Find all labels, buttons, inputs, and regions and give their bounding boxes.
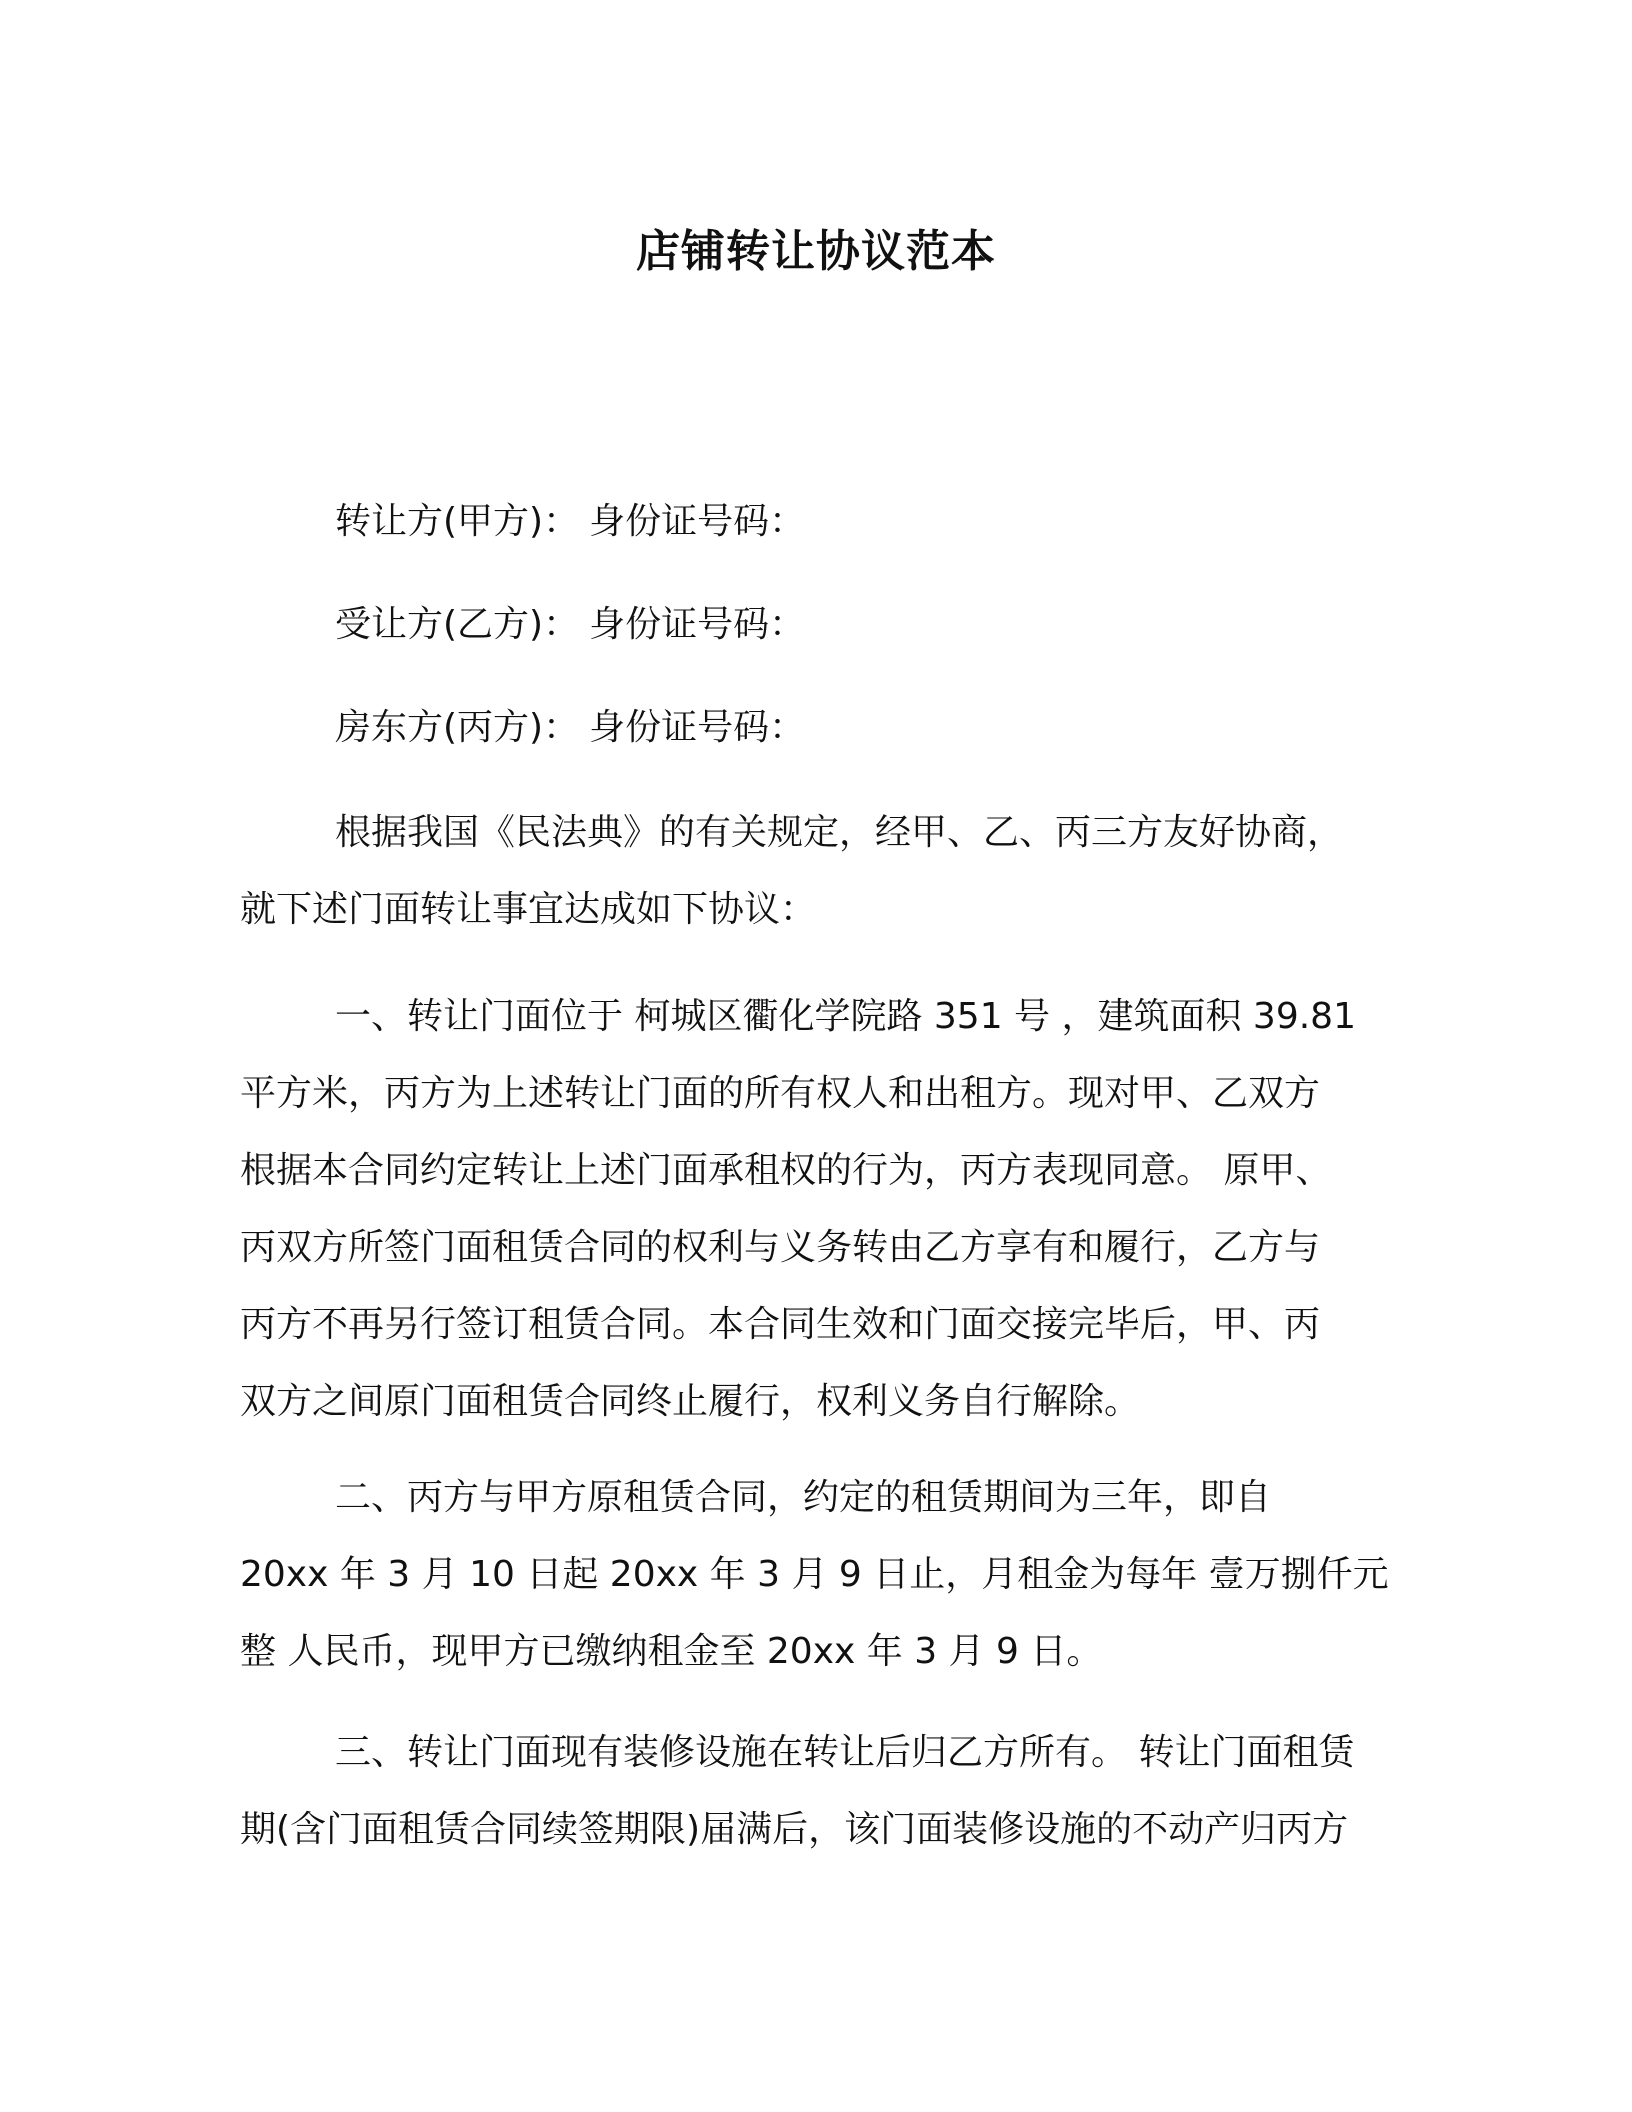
- paragraph-line: 一、转让门面位于 柯城区衢化学院路 351 号 ，建筑面积 39.81: [335, 996, 1356, 1037]
- party-transferor: [335, 497, 805, 547]
- paragraph-line: 丙方不再另行签订租赁合同。本合同生效和门面交接完毕后，甲、丙: [240, 1304, 1321, 1345]
- document-title: 店铺转让协议范本: [636, 226, 996, 277]
- paragraph-line: 20xx 年 3 月 10 日起 20xx 年 3 月 9 日止，月租金为每年 壹万捌仟元: [240, 1554, 1389, 1595]
- paragraph-line: 根据本合同约定转让上述门面承租权的行为，丙方表现同意。 原甲、: [240, 1150, 1332, 1191]
- clause-2-paragraph: [240, 1459, 1389, 1690]
- intro-paragraph: [240, 794, 1380, 948]
- clause-3-paragraph: [240, 1714, 1380, 1868]
- paragraph-line: 就下述门面转让事宜达成如下协议：: [240, 889, 817, 930]
- paragraph-line: 期(含门面租赁合同续签期限)届满后，该门面装修设施的不动产归丙方: [240, 1809, 1349, 1850]
- paragraph-line: 二、丙方与甲方原租赁合同，约定的租赁期间为三年，即自: [335, 1477, 1272, 1518]
- party-role-label: 房东方(丙方)：: [335, 707, 580, 748]
- paragraph-line: 三、转让门面现有装修设施在转让后归乙方所有。 转让门面租赁: [335, 1732, 1355, 1773]
- id-number-label: 身份证号码：: [589, 707, 806, 748]
- paragraph-line: 丙双方所签门面租赁合同的权利与义务转由乙方享有和履行，乙方与: [240, 1227, 1321, 1268]
- paragraph-line: 双方之间原门面租赁合同终止履行，权利义务自行解除。: [240, 1381, 1141, 1422]
- clause-1-paragraph: [240, 978, 1380, 1440]
- paragraph-line: 根据我国《民法典》的有关规定，经甲、乙、丙三方友好协商，: [335, 812, 1344, 853]
- party-transferee: [335, 600, 805, 650]
- id-number-label: 身份证号码：: [589, 501, 806, 542]
- paragraph-line: 整 人民币，现甲方已缴纳租金至 20xx 年 3 月 9 日。: [240, 1631, 1103, 1672]
- id-number-label: 身份证号码：: [589, 604, 806, 645]
- party-landlord: [335, 703, 805, 753]
- party-role-label: 受让方(乙方)：: [335, 604, 580, 645]
- party-role-label: 转让方(甲方)：: [335, 501, 580, 542]
- paragraph-line: 平方米，丙方为上述转让门面的所有权人和出租方。现对甲、乙双方: [240, 1073, 1321, 1114]
